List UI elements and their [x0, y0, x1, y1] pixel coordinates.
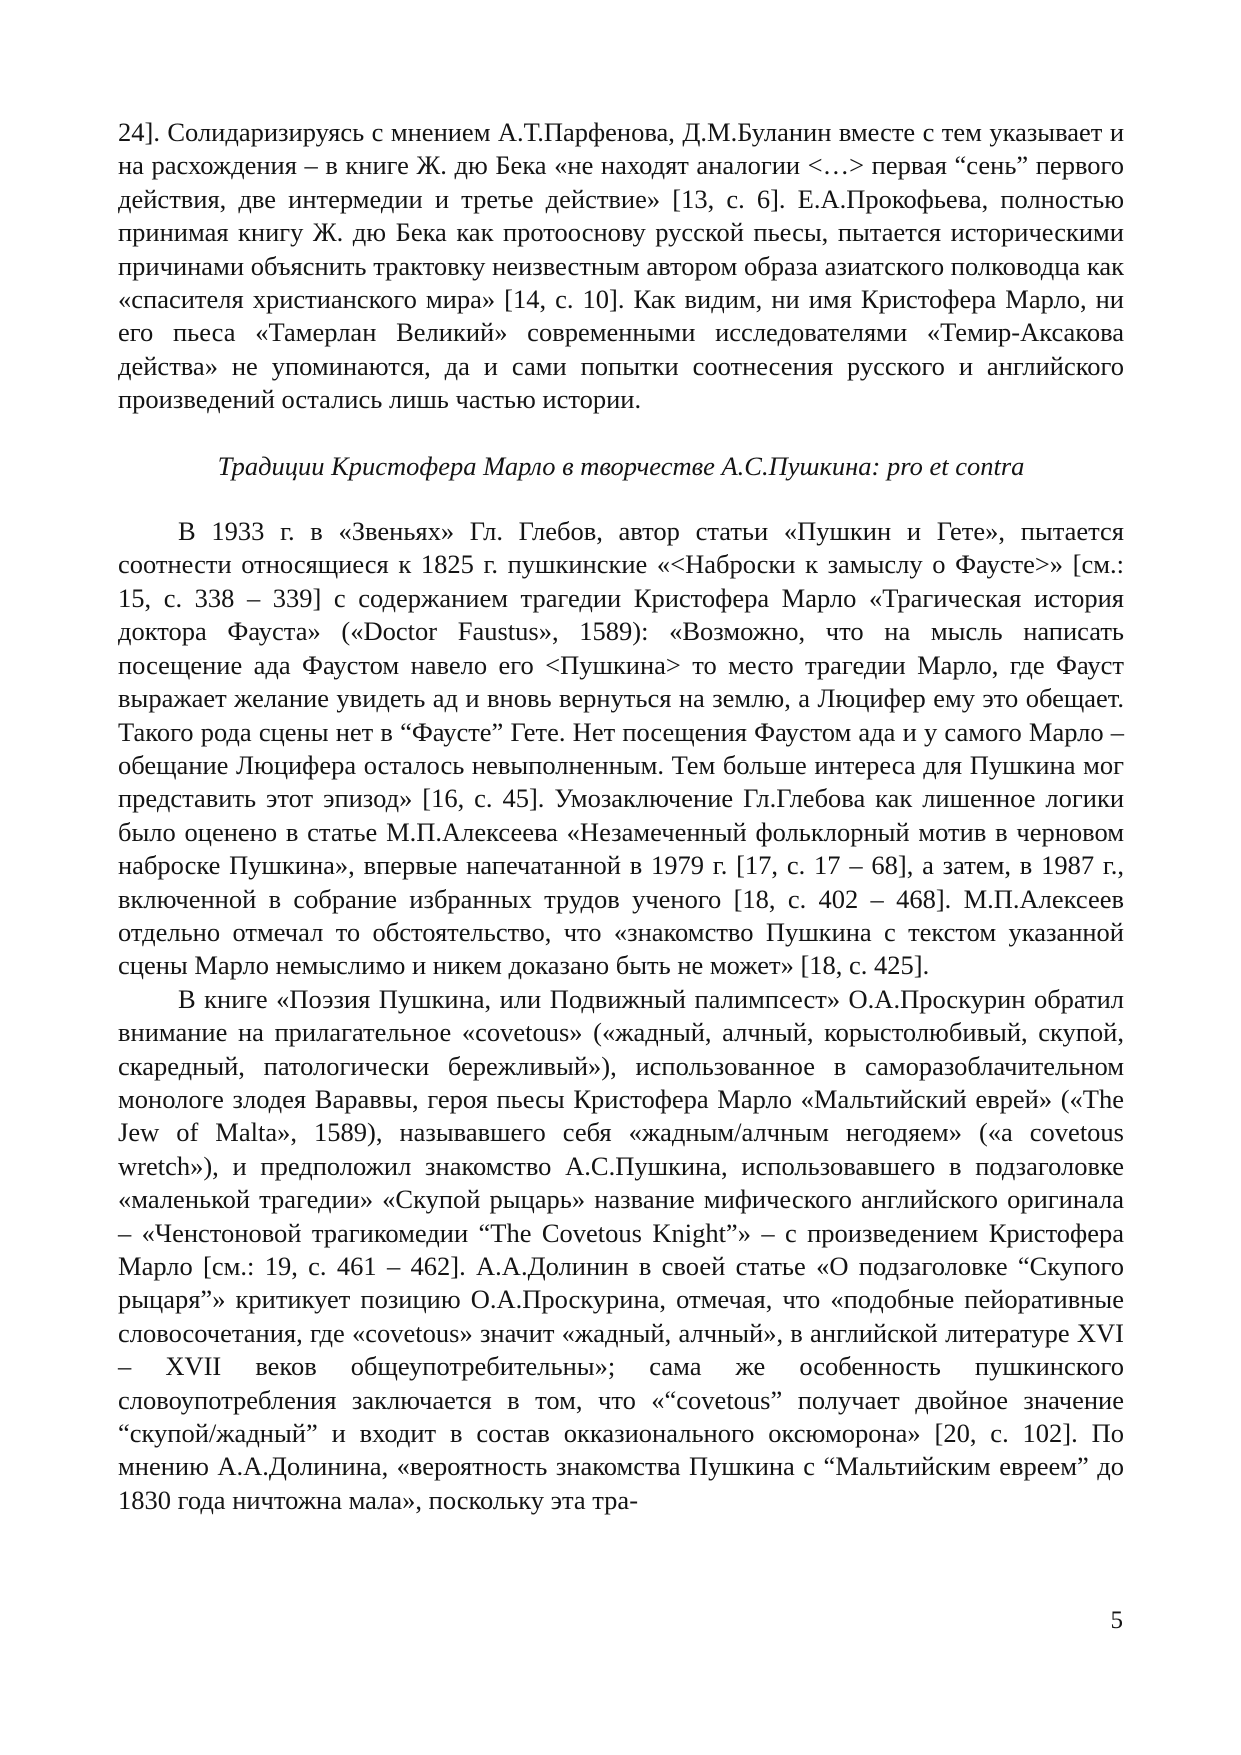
- document-page: [118, 116, 1124, 1517]
- paragraph-glebov: В 1933 г. в «Звеньях» Гл. Глебов, автор статьи «Пушкин и Гете», пытается соотнести относящиеся к 1825 г. пушкинские «<Наброски к замыслу о Фаусте>» [см.: 15, с. 338 – 339] с содержанием трагедии Кристофера Марло «Трагическая история доктора Фауста» («Doctor Faustus», 1589): «Возможно, что на мысль написать посещение ада Фаустом навело его <Пушкина> то место трагедии Марло, где Фауст выражает желание увидеть ад и вновь вернуться на землю, а Люцифер ему это обещает. Такого рода сцены нет в “Фаусте” Гете. Нет посещения Фаустом ада и у самого Марло – обещание Люцифера осталось невыполненным. Тем больше интереса для Пушкина мог представить этот эпизод» [16, с. 45]. Умозаключение Гл.Глебова как лишенное логики было оценено в статье М.П.Алексеева «Незамеченный фольклорный мотив в черновом наброске Пушкина», впервые напечатанной в 1979 г. [17, с. 17 – 68], а затем, в 1987 г., включенной в собрание избранных трудов ученого [18, с. 402 – 468]. М.П.Алексеев отдельно отмечал то обстоятельство, что «знакомство Пушкина с текстом указанной сцены Марло немыслимо и никем доказано быть не может» [18, с. 425].: [118, 516, 1124, 981]
- section-heading: Традиции Кристофера Марло в творчестве А.С.Пушкина: pro et contra: [217, 450, 1025, 481]
- paragraph-continuation: 24]. Солидаризируясь с мнением А.Т.Парфенова, Д.М.Буланин вместе с тем указывает и на расхождения – в книге Ж. дю Бека «не находят аналогии <…> первая “сень” первого действия, две интермедии и третье действие» [13, с. 6]. Е.А.Прокофьева, полностью принимая книгу Ж. дю Бека как протооснову русской пьесы, пытается историческими причинами объяснить трактовку неизвестным автором образа азиатского полководца как «спасителя христианского мира» [14, с. 10]. Как видим, ни имя Кристофера Марло, ни его пьеса «Тамерлан Великий» современными исследователями «Темир-Аксакова действа» не упоминаются, да и сами попытки соотнесения русского и английского произведений остались лишь частью истории.: [118, 117, 1124, 415]
- paragraph-proskurin: В книге «Поэзия Пушкина, или Подвижный палимпсест» О.А.Проскурин обратил внимание на прилагательное «covetous» («жадный, алчный, корыстолюбивый, скупой, скаредный, патологически бережливый»), использованное в саморазоблачительном монологе злодея Вараввы, героя пьесы Кристофера Марло «Мальтийский еврей» («The Jew of Malta», 1589), называвшего себя «жадным/алчным негодяем» («a covetous wretch»), и предположил знакомство А.С.Пушкина, использовавшего в подзаголовке «маленькой трагедии» «Скупой рыцарь» название мифического английского оригинала – «Ченстоновой трагикомедии “The Covetous Knight”» – с произведением Кристофера Марло [см.: 19, с. 461 – 462]. А.А.Долинин в своей статье «О подзаголовке “Скупого рыцаря”» критикует позицию О.А.Проскурина, отмечая, что «подобные пейоративные словосочетания, где «covetous» значит «жадный, алчный», в английской литературе XVI – XVII веков общеупотребительны»; сама же особенность пушкинского словоупотребления заключается в том, что «“covetous” получает двойное значение “скупой/жадный” и входит в состав окказионального оксюморона» [20, с. 102]. По мнению А.А.Долинина, «вероятность знакомства Пушкина с “Мальтийским евреем” до 1830 года ничтожна мала», поскольку эта тра-: [118, 983, 1124, 1515]
- page-number: 5: [1110, 1607, 1123, 1634]
